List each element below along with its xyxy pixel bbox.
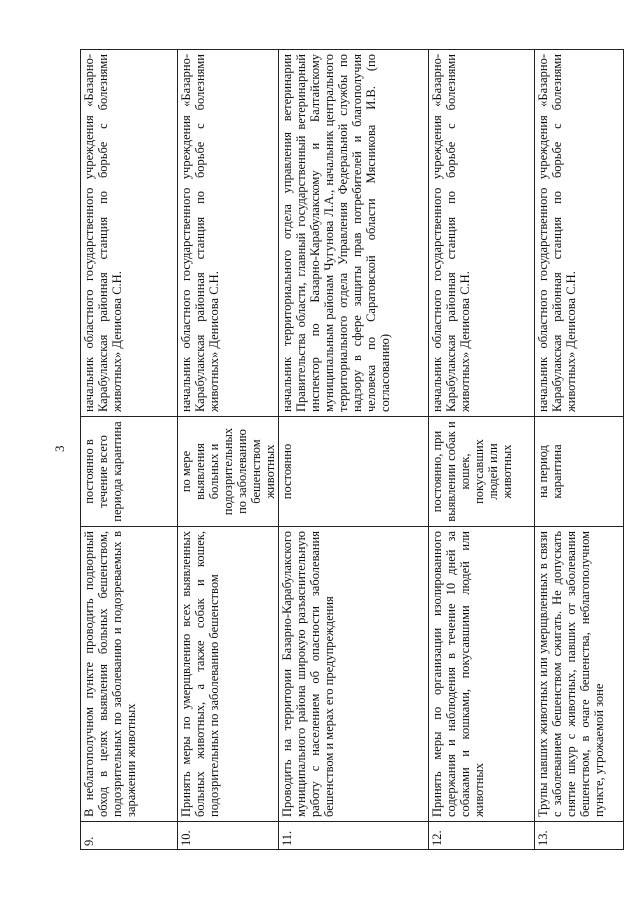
measures-table [80, 49, 624, 850]
table-row [279, 50, 429, 850]
row-number: 13. [535, 822, 624, 850]
event-cell: В неблагополучном пункте проводить подворный обход в целях выявления больных бешенством, подозрительных по заболеванию и подозреваемых в заражении животных [81, 527, 178, 822]
term-cell: постоянно, при выявлении собак и кошек, покусавших людей или животных [429, 417, 535, 527]
rotated-table-container [80, 50, 620, 850]
term-cell: на период карантина [535, 417, 624, 527]
table-row [81, 50, 178, 850]
responsible-cell: начальник областного государственного учреждения «Базарно-Карабулакская районная станция по борьбе с болезнями животных» Денисова С.Н. [81, 50, 178, 417]
term-cell: постоянно [279, 417, 429, 527]
responsible-cell: начальник областного государственного учреждения «Базарно-Карабулакская районная станция по борьбе с болезнями животных» Денисова С.Н. [178, 50, 279, 417]
event-cell: Трупы павших животных или умерщвленных в связи с заболеванием бешенством сжигать. Не допускать снятие шкур с животных, павших от заболевания бешенством, в очаге бешенства, неблагополучном пункте, угрожаемой зоне [535, 527, 624, 822]
term-cell: по мере выявления больных и подозрительных по заболеванию бешенством животных [178, 417, 279, 527]
table-row [535, 50, 624, 850]
event-cell: Принять меры по умерщвлению всех выявленных больных животных, а также собак и кошек, подозрительных по заболеванию бешенством [178, 527, 279, 822]
row-number: 10. [178, 822, 279, 850]
table-row [178, 50, 279, 850]
event-cell: Принять меры по организации изолированного содержания и наблюдения в течение 10 дней за собаками и кошками, покусавшими людей или животных [429, 527, 535, 822]
term-cell: постоянно в течение всего периода карантина [81, 417, 178, 527]
table-row [429, 50, 535, 850]
responsible-cell: начальник территориального отдела управления ветеринарии Правительства области, главный государственный ветеринарный инспектор по Базарно-Карабулакскому и Балтайскому муниципальным районам Чугунова Л.А., начальник центрального территориального отдела Управления Федеральной службы по надзору в сфере защиты прав потребителей и благополучия человека по Саратовской области Мясникова И.В. (по согласованию) [279, 50, 429, 417]
row-number: 9. [81, 822, 178, 850]
responsible-cell: начальник областного государственного учреждения «Базарно-Карабулакская районная станция по борьбе с болезнями животных» Денисова С.Н. [429, 50, 535, 417]
page-number: 3 [52, 445, 67, 452]
row-number: 12. [429, 822, 535, 850]
responsible-cell: начальник областного государственного учреждения «Базарно-Карабулакская районная станция по борьбе с болезнями животных» Денисова С.Н. [535, 50, 624, 417]
event-cell: Проводить на территории Базарно-Карабулакского муниципального района широкую разъяснительную работу с населением об опасности заболевания бешенством и мерах его предупреждения [279, 527, 429, 822]
row-number: 11. [279, 822, 429, 850]
